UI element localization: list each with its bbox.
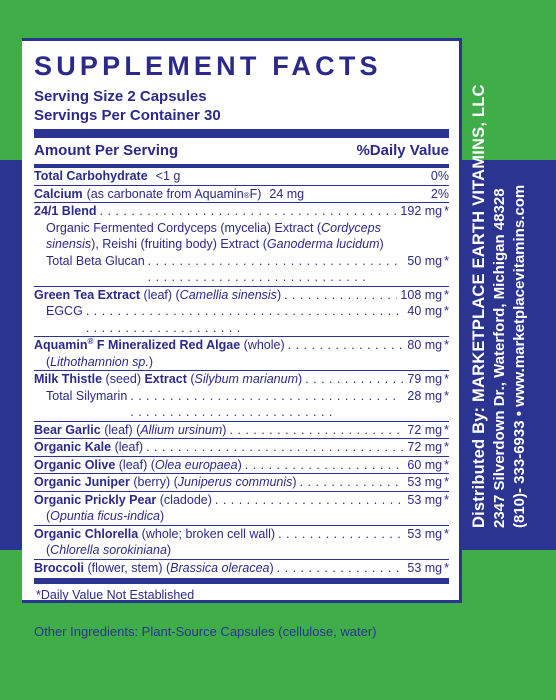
nutrient-amount: <1 g bbox=[155, 169, 181, 183]
serving-size: Serving Size 2 Capsules bbox=[34, 88, 207, 105]
nutrient-row-olive: Organic Olive (leaf) (Olea europaea) . . . 60 mg * bbox=[34, 457, 449, 474]
nutrient-row-broccoli: Broccoli (flower, stem) (Brassica oleracea) . . . 53 mg * bbox=[34, 560, 449, 577]
thick-divider bbox=[34, 129, 449, 138]
amount-per-serving-label: Amount Per Serving bbox=[34, 142, 179, 159]
servings-per-container: Servings Per Container 30 bbox=[34, 107, 221, 124]
other-ingredients: Other Ingredients: Plant-Source Capsules (cellulose, water) bbox=[34, 624, 377, 639]
nutrient-row-calcium: Calcium (as carbonate from Aquamin ® F) 24 mg 2% bbox=[34, 186, 449, 201]
nutrient-row-prickly-pear: Organic Prickly Pear (cladode) . . . 53 mg * (Opuntia ficus-indica) bbox=[34, 492, 449, 525]
distributor-contact: (810)- 333-6933 • www.marketplacevitamins.com bbox=[511, 184, 528, 528]
distributor-info bbox=[468, 84, 530, 528]
distributor-address: 2347 Silverdown Dr., Waterford, Michigan 48328 bbox=[491, 188, 508, 528]
daily-value-label: %Daily Value bbox=[356, 142, 449, 159]
nutrient-amount: 24 mg bbox=[269, 186, 305, 201]
nutrient-dv: 2% bbox=[430, 186, 449, 201]
nutrient-row-juniper: Organic Juniper (berry) (Juniperus communis) . . . 53 mg * bbox=[34, 474, 449, 491]
nutrient-row-green-tea: Green Tea Extract (leaf) (Camellia sinensis) . . . 108 mg * EGCG . . . 40 mg * bbox=[34, 287, 449, 337]
footnote: *Daily Value Not Established bbox=[36, 588, 195, 602]
nutrient-amount: 192 mg bbox=[400, 204, 443, 218]
nutrient-dv: 0% bbox=[430, 169, 449, 183]
supplement-facts-panel bbox=[22, 38, 462, 603]
sub-nutrient-name: Total Beta Glucan bbox=[46, 253, 145, 268]
nutrient-row-milk-thistle: Milk Thistle (seed) Extract (Silybum marianum) . . . 79 mg * Total Silymarin . . . 28 mg * bbox=[34, 371, 449, 421]
column-header bbox=[34, 138, 449, 164]
nutrient-row-aquamin: Aquamin® F Mineralized Red Algae (whole) . . . 80 mg * (Lithothamnion sp.) bbox=[34, 337, 449, 370]
nutrient-row-blend: 24/1 Blend . . . 192 mg * Organic Fermented Cordyceps (mycelia) Extract (Cordyceps sinensis), Reishi (fruiting body) Extract (Ganoderma lucidum) Total Beta Glucan . . . 50 mg * bbox=[34, 203, 449, 286]
distributor-name: Distributed By: MARKETPLACE EARTH VITAMINS, LLC bbox=[470, 84, 488, 528]
nutrient-row-kale: Organic Kale (leaf) . . . 72 mg * bbox=[34, 439, 449, 456]
nutrient-name: 24/1 Blend bbox=[34, 204, 97, 218]
panel-title: SUPPLEMENT FACTS bbox=[34, 51, 382, 81]
nutrient-row-carbohydrate bbox=[34, 168, 449, 185]
nutrient-name: Total Carbohydrate bbox=[34, 169, 148, 183]
nutrient-row-bear-garlic: Bear Garlic (leaf) (Allium ursinum) . . . 72 mg * bbox=[34, 422, 449, 439]
nutrient-row-chlorella: Organic Chlorella (whole; broken cell wall) . . . 53 mg * (Chlorella sorokiniana) bbox=[34, 526, 449, 559]
nutrient-name: Calcium bbox=[34, 186, 83, 201]
